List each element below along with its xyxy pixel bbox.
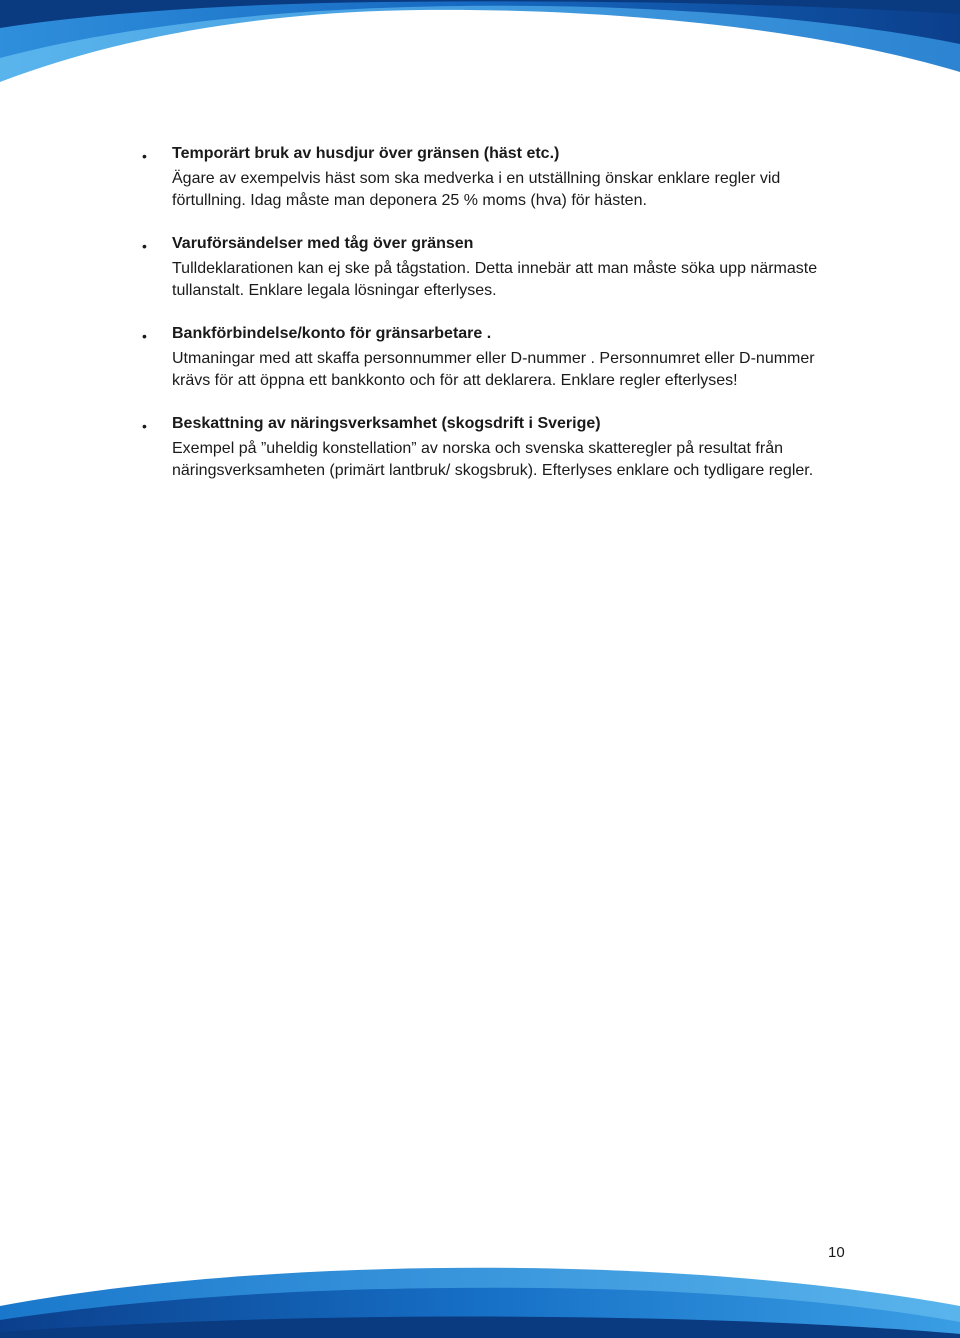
header-wave-band xyxy=(0,0,960,90)
item-description: Ägare av exempelvis häst som ska medverka i en utställning önskar enklare regler vid förtullning. Idag måste man deponera 25 % moms (hva) för hästen. xyxy=(172,170,781,209)
page-number: 10 xyxy=(828,1244,845,1261)
list-item xyxy=(140,413,840,481)
document-body xyxy=(140,143,840,503)
bullet-icon: • xyxy=(142,418,147,434)
item-heading: Beskattning av näringsverksamhet (skogsdrift i Sverige) xyxy=(172,415,601,432)
item-description: Exempel på ”uheldig konstellation” av norska och svenska skatteregler på resultat från näringsverksamheten (primärt lantbruk/ skogsbruk). Efterlyses enklare och tydligare regler. xyxy=(172,440,814,479)
list-item xyxy=(140,143,840,211)
list-item xyxy=(140,233,840,301)
item-heading: Varuförsändelser med tåg över gränsen xyxy=(172,235,474,252)
list-item xyxy=(140,323,840,391)
item-heading: Temporärt bruk av husdjur över gränsen (häst etc.) xyxy=(172,145,560,162)
bullet-icon: • xyxy=(142,328,147,344)
item-description: Tulldeklarationen kan ej ske på tågstation. Detta innebär att man måste söka upp närmaste tullanstalt. Enklare legala lösningar efterlyses. xyxy=(172,260,818,299)
item-description: Utmaningar med att skaffa personnummer eller D-nummer . Personnumret eller D-nummer krävs för att öppna ett bankkonto och för att deklarera. Enklare regler efterlyses! xyxy=(172,350,815,389)
item-heading: Bankförbindelse/konto för gränsarbetare . xyxy=(172,325,492,342)
bullet-icon: • xyxy=(142,238,147,254)
bullet-icon: • xyxy=(142,148,147,164)
footer-wave-band xyxy=(0,1266,960,1338)
